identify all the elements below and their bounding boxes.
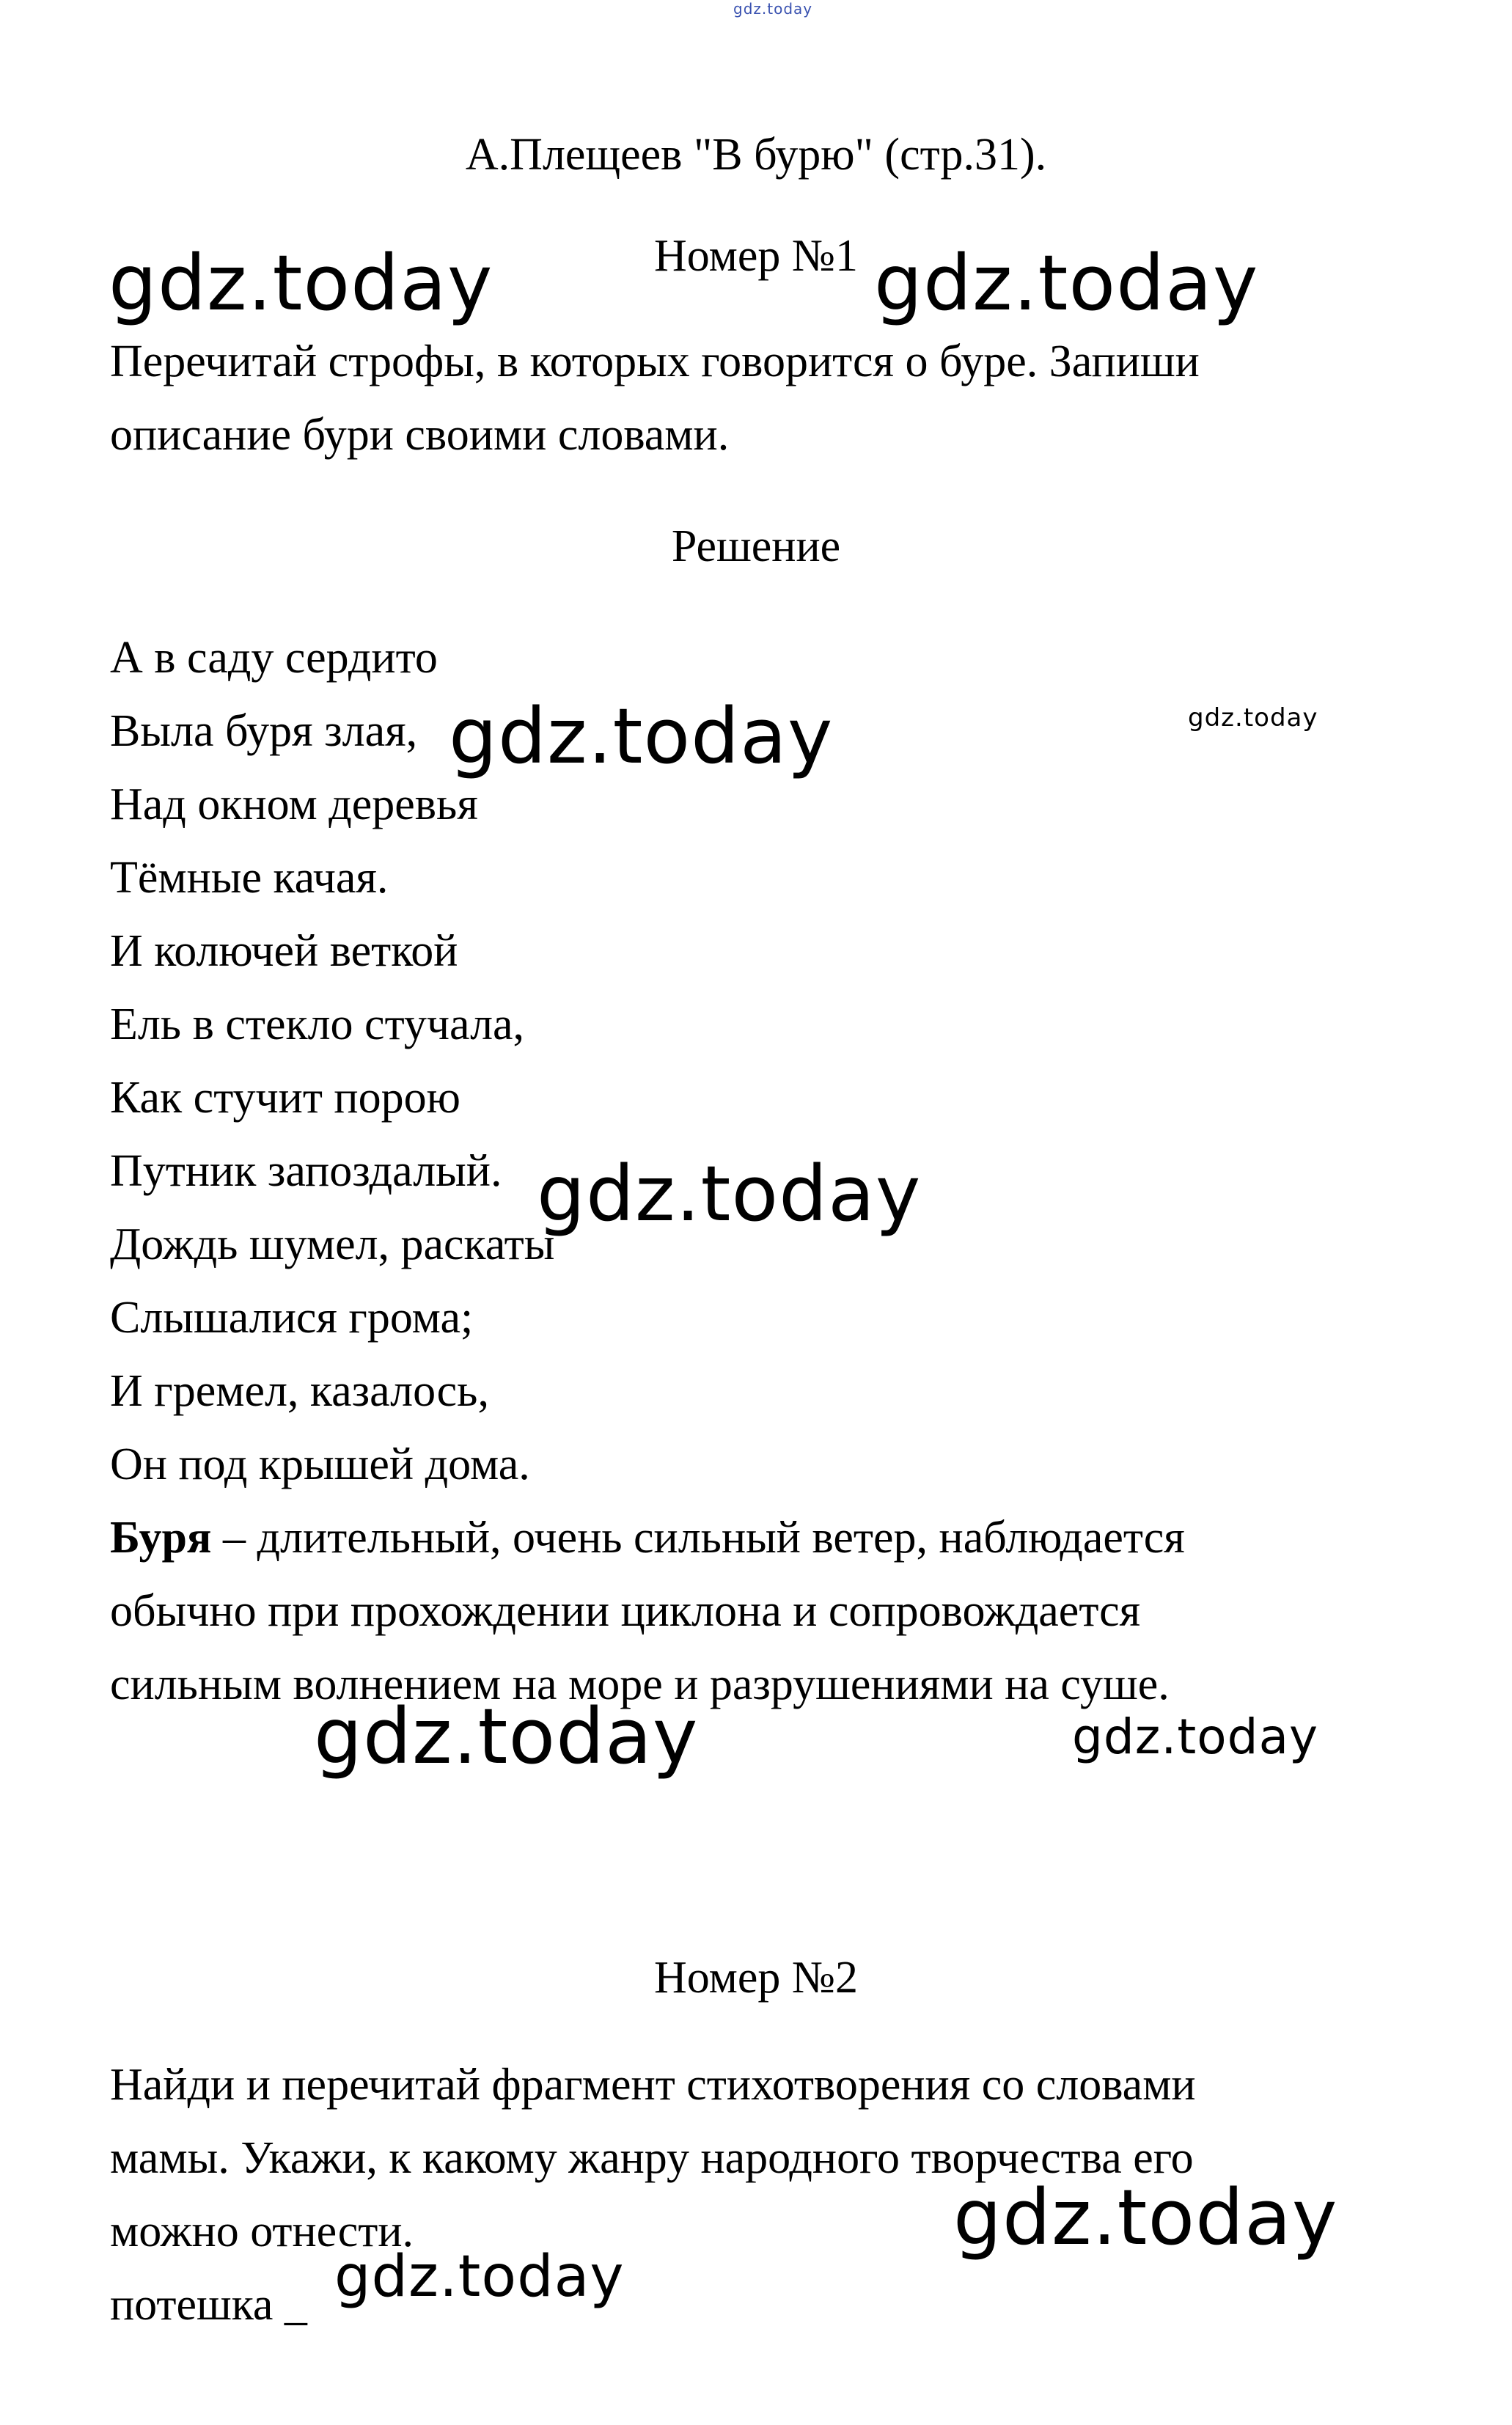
watermark: gdz.today <box>1072 1709 1319 1765</box>
task1-question-line-2: описание бури своими словами. <box>110 410 730 460</box>
poem-line-3: Над окном деревья <box>110 779 478 829</box>
task1-question-line-1: Перечитай строфы, в которых говорится о буре. Запиши <box>110 337 1200 386</box>
watermark: gdz.today <box>874 238 1259 328</box>
task2-number: Номер №2 <box>653 1953 858 2003</box>
watermark: gdz.today <box>334 2244 625 2310</box>
definition-line-2: обычно при прохождении циклона и сопровождается <box>110 1586 1141 1636</box>
definition-line-3: сильным волнением на море и разрушениями на суше. <box>110 1659 1170 1709</box>
task1-number: Номер №1 <box>653 231 858 281</box>
definition-line-1 <box>110 1513 1185 1563</box>
poem-line-11: И гремел, казалось, <box>110 1366 489 1416</box>
poem-line-8: Путник запоздалый. <box>110 1146 502 1196</box>
definition-text: – длительный, очень сильный ветер, наблюдается <box>211 1513 1185 1563</box>
watermark: gdz.today <box>1188 703 1318 733</box>
watermark: gdz.today <box>314 1692 699 1781</box>
poem-line-10: Слышалися грома; <box>110 1293 474 1343</box>
solution-heading: Решение <box>671 521 841 571</box>
watermark-top: gdz.today <box>733 0 813 18</box>
task2-question-line-3: можно отнести. <box>110 2206 414 2256</box>
poem-line-5: И колючей веткой <box>110 926 458 976</box>
poem-line-9: Дождь шумел, раскаты <box>110 1219 555 1269</box>
task2-answer: потешка _ <box>110 2280 307 2330</box>
poem-line-12: Он под крышей дома. <box>110 1439 530 1489</box>
poem-line-2: Выла буря злая, <box>110 706 418 756</box>
watermark: gdz.today <box>449 691 834 781</box>
watermark: gdz.today <box>537 1149 922 1239</box>
page-title: А.Плещеев "В бурю" (стр.31). <box>465 130 1047 180</box>
watermark: gdz.today <box>109 238 493 328</box>
definition-term: Буря <box>110 1513 212 1563</box>
poem-line-7: Как стучит порою <box>110 1073 460 1123</box>
poem-line-4: Тёмные качая. <box>110 853 389 903</box>
poem-line-6: Ель в стекло стучала, <box>110 999 525 1049</box>
poem-line-1: А в саду сердито <box>110 633 438 683</box>
watermark: gdz.today <box>953 2173 1338 2262</box>
task2-question-line-1: Найди и перечитай фрагмент стихотворения со словами <box>110 2060 1196 2110</box>
task2-question-line-2: мамы. Укажи, к какому жанру народного творчества его <box>110 2133 1194 2183</box>
